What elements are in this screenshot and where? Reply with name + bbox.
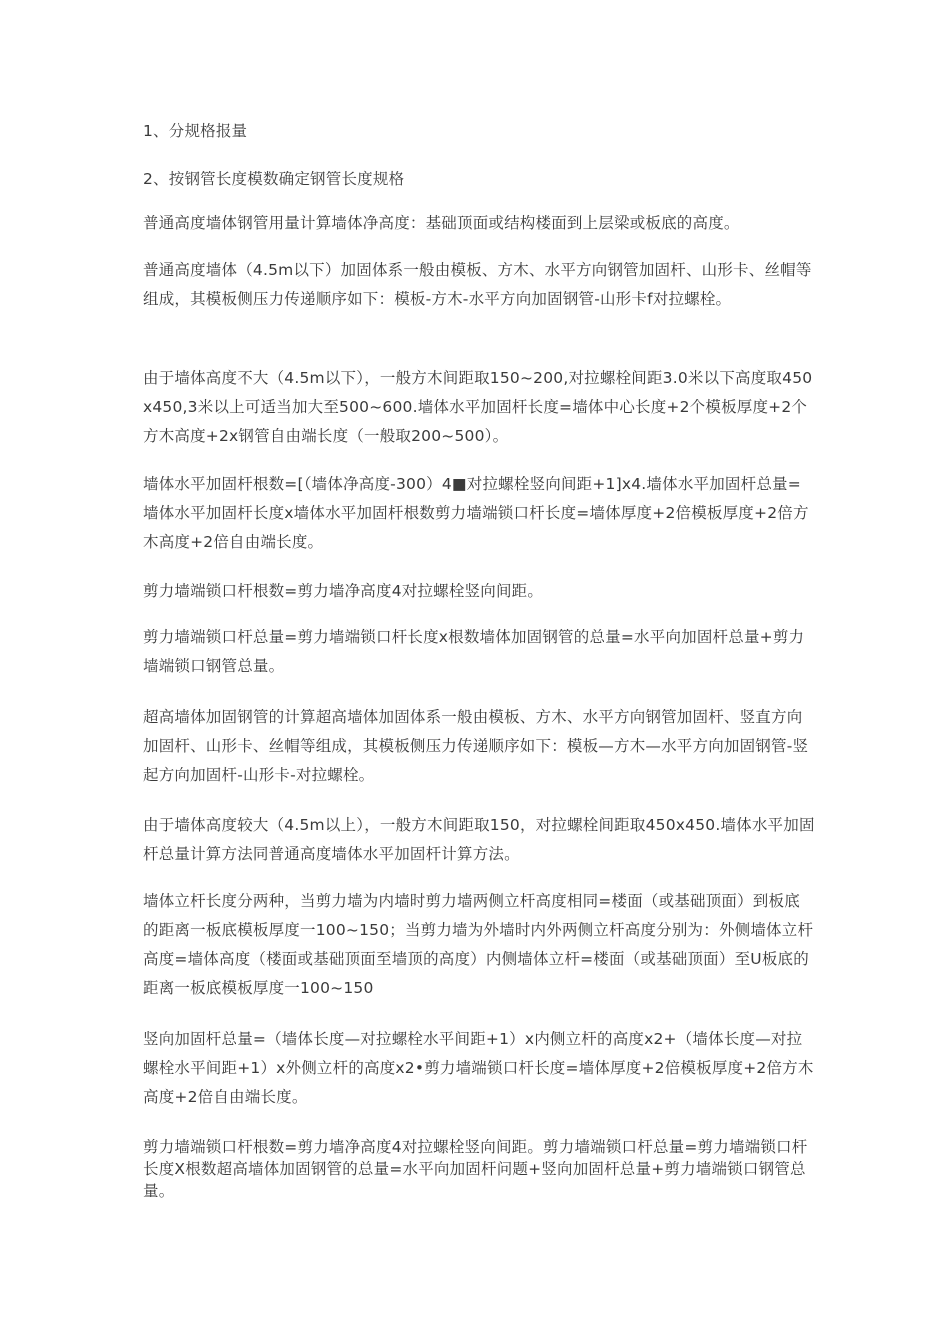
paragraph-8: 剪力墙端锁口杆总量=剪力墙端锁口杆长度x根数墙体加固钢管的总量=水平向加固杆总量+剪力墙端锁口钢管总量。 [143,628,805,675]
paragraph-12: 竖向加固杆总量=（墙体长度—对拉螺栓水平间距+1）x内侧立杆的高度x2+（墙体长度—对拉螺栓水平间距+1）x外侧立杆的高度x2•剪力墙端锁口杆长度=墙体厚度+2倍模板厚度+2倍方木高度+2倍自由端长度。 [143,1030,814,1106]
paragraph-2: 2、按钢管长度模数确定钢管长度规格 [143,170,405,188]
paragraph-7: 剪力墙端锁口杆根数=剪力墙净高度4对拉螺栓竖向间距。 [143,582,544,600]
paragraph-4: 普通高度墙体（4.5m以下）加固体系一般由模板、方木、水平方向钢管加固杆、山形卡、丝帽等组成，其模板侧压力传递顺序如下：模板-方木-水平方向加固钢管-山形卡f对拉螺栓。 [143,261,812,308]
paragraph-5: 由于墙体高度不大（4.5m以下），一般方木间距取150~200,对拉螺栓间距3.0米以下高度取450x450,3米以上可适当加大至500~600.墙体水平加固杆长度=墙体中心长度+2个模板厚度+2个方木高度+2x钢管自由端长度（一般取200~500）。 [143,369,813,445]
paragraph-9: 超高墙体加固钢管的计算超高墙体加固体系一般由模板、方木、水平方向钢管加固杆、竖直方向加固杆、山形卡、丝帽等组成，其模板侧压力传递顺序如下：模板—方木—水平方向加固钢管-竖起方向加固杆-山形卡-对拉螺栓。 [143,708,809,784]
paragraph-3: 普通高度墙体钢管用量计算墙体净高度：基础顶面或结构楼面到上层梁或板底的高度。 [143,214,740,232]
paragraph-13: 剪力墙端锁口杆根数=剪力墙净高度4对拉螺栓竖向间距。剪力墙端锁口杆总量=剪力墙端锁口杆长度X根数超高墙体加固钢管的总量=水平向加固杆问题+竖向加固杆总量+剪力墙端锁口钢管总量。 [143,1138,808,1200]
paragraph-1: 1、分规格报量 [143,122,248,140]
paragraph-10: 由于墙体高度较大（4.5m以上），一般方木间距取150，对拉螺栓间距取450x450.墙体水平加固杆总量计算方法同普通高度墙体水平加固杆计算方法。 [143,816,815,863]
paragraph-6: 墙体水平加固杆根数=[（墙体净高度-300）4■对拉螺栓竖向间距+1]x4.墙体水平加固杆总量=墙体水平加固杆长度x墙体水平加固杆根数剪力墙端锁口杆长度=墙体厚度+2倍模板厚度+2倍方木高度+2倍自由端长度。 [143,475,809,551]
paragraph-11: 墙体立杆长度分两种，当剪力墙为内墙时剪力墙两侧立杆高度相同=楼面（或基础顶面）到板底的距离一板底模板厚度一100~150；当剪力墙为外墙时内外两侧立杆高度分别为：外侧墙体立杆高度=墙体高度（楼面或基础顶面至墙顶的高度）内侧墙体立杆=楼面（或基础顶面）至U板底的距离一板底模板厚度一100~150 [143,892,814,997]
